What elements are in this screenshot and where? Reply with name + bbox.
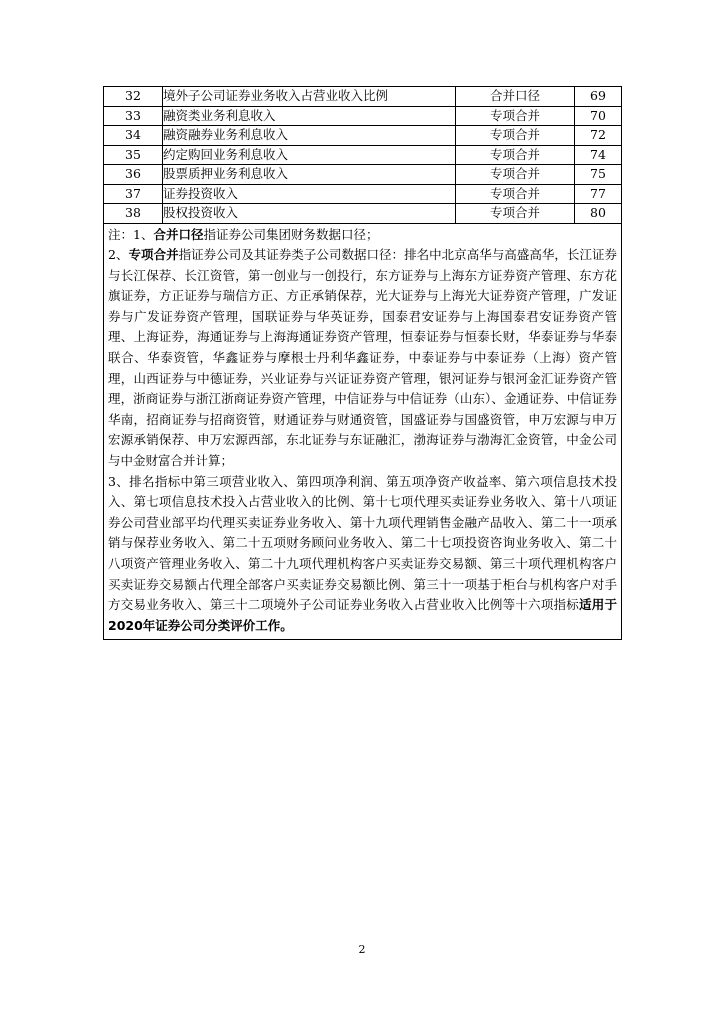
- page-number: 2: [358, 943, 366, 956]
- note-2-term: 专项合并: [128, 247, 179, 263]
- note-1: [108, 225, 617, 246]
- indicator-name: 约定购回业务利息收入: [163, 145, 456, 165]
- row-number: 33: [104, 106, 163, 126]
- indicator-name: 融资融券业务利息收入: [163, 126, 456, 146]
- note-2: [108, 245, 617, 472]
- note-1-prefix: 注：1、: [108, 226, 154, 242]
- data-scope: 专项合并: [456, 106, 575, 126]
- table-row: [104, 165, 622, 185]
- note-1-term: 合并口径: [153, 226, 204, 242]
- table-row: [104, 87, 622, 107]
- table-row: [104, 106, 622, 126]
- notes-cell: [104, 223, 622, 640]
- page-ref: 69: [575, 87, 622, 107]
- notes-row: [104, 223, 622, 640]
- data-scope: 合并口径: [456, 87, 575, 107]
- indicator-table: [103, 86, 622, 640]
- indicator-name: 融资类业务利息收入: [163, 106, 456, 126]
- indicator-name: 股权投资收入: [163, 204, 456, 224]
- indicator-name: 证券投资收入: [163, 184, 456, 204]
- table-row: [104, 145, 622, 165]
- indicator-table-body: [104, 87, 622, 640]
- page-ref: 80: [575, 204, 622, 224]
- page-ref: 77: [575, 184, 622, 204]
- row-number: 32: [104, 87, 163, 107]
- data-scope: 专项合并: [456, 184, 575, 204]
- data-scope: 专项合并: [456, 145, 575, 165]
- table-row: [104, 126, 622, 146]
- data-scope: 专项合并: [456, 165, 575, 185]
- row-number: 35: [104, 145, 163, 165]
- row-number: 36: [104, 165, 163, 185]
- note-3: [108, 472, 617, 637]
- row-number: 38: [104, 204, 163, 224]
- data-scope: 专项合并: [456, 126, 575, 146]
- indicator-name: 股票质押业务利息收入: [163, 165, 456, 185]
- table-row: [104, 204, 622, 224]
- page-ref: 75: [575, 165, 622, 185]
- row-number: 37: [104, 184, 163, 204]
- table-row: [104, 184, 622, 204]
- note-2-text: 指证券公司及其证券类子公司数据口径：排名中北京高华与高盛高华，长江证券与长江保荐、长江资管，第一创业与一创投行，东方证券与上海东方证券资产管理、东方花旗证券，方正证券与瑞信方正、方正承销保荐，光大证券与上海光大证券资产管理，广发证券与广发证券资产管理，国联证券与华英证券，国泰君安证券与上海国泰君安证券资产管理、上海证券，海通证券与上海海通证券资产管理，恒泰证券与恒泰长财，华泰证券与华泰联合、华泰资管，华鑫证券与摩根士丹利华鑫证券，中泰证券与中泰证券（上海）资产管理，山西证券与中德证券，兴业证券与兴证证券资产管理，银河证券与银河金汇证券资产管理，浙商证券与浙江浙商证券资产管理，中信证券与中信证券（山东）、金通证券、中信证券华南，招商证券与招商资管，财通证券与财通资管，国盛证券与国盛资管，申万宏源与申万宏源承销保荐、申万宏源西部，东北证券与东证融汇，渤海证券与渤海汇金资管，中金公司与中金财富合并计算；: [108, 247, 617, 469]
- page-ref: 74: [575, 145, 622, 165]
- note-3-bold: 适用于2020年证券公司分类评价工作。: [108, 597, 617, 633]
- data-scope: 专项合并: [456, 204, 575, 224]
- row-number: 34: [104, 126, 163, 146]
- note-3-text: 3、排名指标中第三项营业收入、第四项净利润、第五项净资产收益率、第六项信息技术投入、第七项信息技术投入占营业收入的比例、第十七项代理买卖证券业务收入、第十八项证券公司营业部平均代理买卖证券业务收入、第十九项代理销售金融产品收入、第二十一项承销与保荐业务收入、第二十五项财务顾问业务收入、第二十七项投资咨询业务收入、第二十八项资产管理业务收入、第二十九项代理机构客户买卖证券交易额、第三十项代理机构客户买卖证券交易额占代理全部客户买卖证券交易额比例、第三十一项基于柜台与机构客户对手方交易业务收入、第三十二项境外子公司证券业务收入占营业收入比例等十六项指标: [108, 473, 617, 613]
- page-ref: 72: [575, 126, 622, 146]
- indicator-name: 境外子公司证券业务收入占营业收入比例: [163, 87, 456, 107]
- note-2-prefix: 2、: [108, 247, 129, 263]
- page-ref: 70: [575, 106, 622, 126]
- note-1-text: 指证券公司集团财务数据口径；: [203, 226, 379, 242]
